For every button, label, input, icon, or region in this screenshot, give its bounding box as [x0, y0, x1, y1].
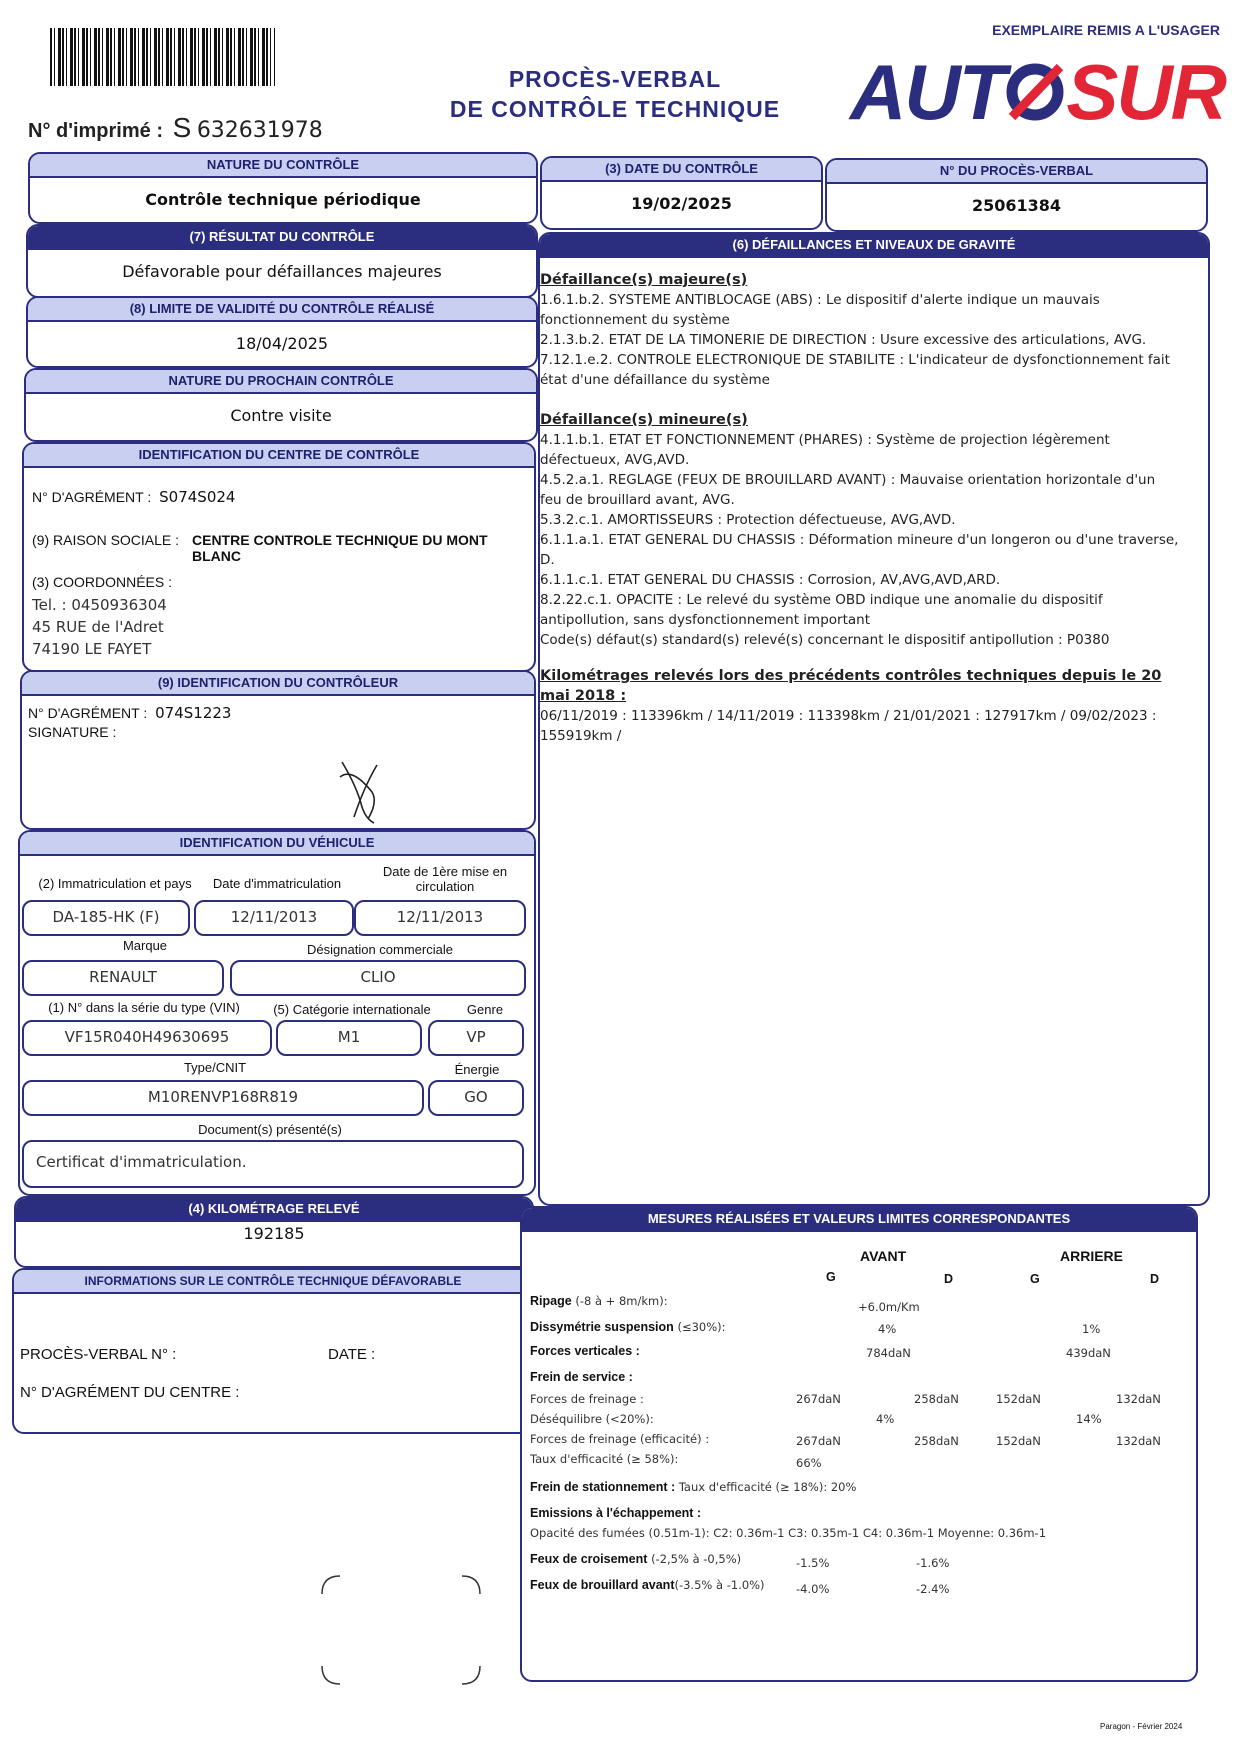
centre-addr2: 74190 LE FAYET [32, 640, 152, 658]
deseq-ar: 14% [1076, 1412, 1102, 1426]
taux-value: 66% [796, 1456, 822, 1470]
centre-raison-label: (9) RAISON SOCIALE : [32, 532, 180, 548]
freinage-label: Forces de freinage : [530, 1392, 644, 1406]
type-label: Type/CNIT [183, 1060, 247, 1075]
mineure-item: Code(s) défaut(s) standard(s) relevé(s) concernant le dispositif antipollution : P0380 [540, 632, 1110, 648]
mineure-item: 5.3.2.c.1. AMORTISSEURS : Protection défectueuse, AVG,AVD. [540, 512, 956, 528]
avant-header: AVANT [860, 1248, 907, 1264]
croisement-g: -1.5% [796, 1556, 830, 1570]
dissym-av: 4% [878, 1322, 897, 1336]
brouillard-g: -4.0% [796, 1582, 830, 1596]
categorie-label: (5) Catégorie internationale [273, 1002, 431, 1017]
majeure-item: 7.12.1.e.2. CONTROLE ELECTRONIQUE DE STABILITE : L'indicateur de dysfonctionnement fait état d'une défaillance du système [540, 352, 1170, 388]
categorie-value: M1 [276, 1020, 422, 1056]
dissym-label: Dissymétrie suspension [530, 1320, 674, 1334]
stat-label: Frein de stationnement : [530, 1480, 676, 1494]
title-line2: DE CONTRÔLE TECHNIQUE [449, 96, 781, 122]
mineures-title: Défaillance(s) mineure(s) [540, 412, 748, 428]
freinage-arg: 152daN [996, 1392, 1041, 1406]
date-head: (3) DATE DU CONTRÔLE [542, 158, 821, 182]
title-line1: PROCÈS-VERBAL [508, 66, 722, 92]
croisement-row [530, 1552, 741, 1566]
nature-box [28, 152, 538, 224]
centre-tel: Tel. : 0450936304 [32, 596, 167, 614]
footer-note: Paragon - Février 2024 [1100, 1722, 1183, 1731]
stat-value: Taux d'efficacité (≥ 18%): 20% [678, 1480, 857, 1494]
resultat-box [26, 224, 538, 298]
majeure-item: 1.6.1.b.2. SYSTEME ANTIBLOCAGE (ABS) : Le dispositif d'alerte indique un mauvais fonctionnement du système [540, 292, 1100, 328]
controleur-agrement-value: 074S1223 [155, 704, 232, 722]
brouillard-d: -2.4% [916, 1582, 950, 1596]
ripage-value: +6.0m/Km [858, 1300, 920, 1314]
vehicule-box [18, 830, 536, 1196]
genre-label: Genre [466, 1002, 504, 1017]
mesures-head: MESURES RÉALISÉES ET VALEURS LIMITES CORRESPONDANTES [522, 1208, 1196, 1232]
pv-value: 25061384 [971, 196, 1062, 215]
imprime-letter: S [172, 112, 192, 143]
freinage-avg: 267daN [796, 1392, 841, 1406]
ripage-row [530, 1294, 668, 1308]
nature-value: Contrôle technique périodique [145, 190, 421, 209]
date-immat-label: Date d'immatriculation [212, 876, 342, 891]
eff-label: Forces de freinage (efficacité) : [530, 1432, 710, 1446]
avant-g: G [826, 1270, 836, 1284]
frein-service-label: Frein de service : [530, 1370, 633, 1384]
resultat-head: (7) RÉSULTAT DU CONTRÔLE [28, 226, 536, 250]
designation-label: Désignation commerciale [307, 942, 453, 957]
vin-value: VF15R040H49630695 [22, 1020, 272, 1056]
croisement-limit: (-2,5% à -0,5%) [651, 1552, 742, 1566]
defavorable-agrement-label: N° D'AGRÉMENT DU CENTRE : [20, 1384, 240, 1401]
taux-label: Taux d'efficacité (≥ 58%): [530, 1452, 679, 1466]
copy-notice: EXEMPLAIRE REMIS A L'USAGER [992, 22, 1220, 38]
vehicule-head: IDENTIFICATION DU VÉHICULE [20, 832, 534, 856]
mineure-item: 6.1.1.c.1. ETAT GENERAL DU CHASSIS : Corrosion, AV,AVG,AVD,ARD. [540, 572, 1001, 588]
majeure-item: 2.1.3.b.2. ETAT DE LA TIMONERIE DE DIRECTION : Usure excessive des articulations, AVG. [540, 332, 1147, 348]
immat-label: (2) Immatriculation et pays [38, 876, 192, 891]
prochain-head: NATURE DU PROCHAIN CONTRÔLE [26, 370, 536, 394]
autosur-logo [850, 48, 1225, 136]
deseq-av: 4% [876, 1412, 895, 1426]
defavorable-pv-label: PROCÈS-VERBAL N° : [20, 1346, 177, 1363]
signature-label: SIGNATURE : [28, 724, 117, 740]
window-frame-mark [316, 1570, 486, 1690]
brouillard-label: Feux de brouillard avant [530, 1578, 675, 1592]
centre-agrement-value: S074S024 [159, 488, 236, 506]
imprime-label: N° d'imprimé : [28, 120, 163, 142]
barcode [50, 28, 275, 86]
centre-agrement [32, 488, 235, 506]
ripage-limit: (-8 à + 8m/km): [575, 1294, 668, 1308]
docs-value: Certificat d'immatriculation. [22, 1140, 524, 1188]
arriere-d: D [1150, 1272, 1160, 1286]
premiere-value: 12/11/2013 [354, 900, 526, 936]
pv-head: N° DU PROCÈS-VERBAL [827, 160, 1206, 184]
date-box [540, 156, 823, 230]
arriere-header: ARRIERE [1060, 1248, 1124, 1264]
date-value: 19/02/2025 [631, 194, 732, 213]
nature-head: NATURE DU CONTRÔLE [30, 154, 536, 178]
energie-label: Énergie [454, 1062, 500, 1077]
controleur-agrement [28, 704, 231, 722]
defavorable-box [12, 1268, 534, 1434]
prochain-box [24, 368, 538, 442]
controleur-box [20, 670, 536, 830]
dissym-limit: (≤30%): [677, 1320, 726, 1334]
centre-addr1: 45 RUE de l'Adret [32, 618, 164, 636]
imprime-value: 632631978 [196, 118, 323, 143]
mineure-item: 4.5.2.a.1. REGLAGE (FEUX DE BROUILLARD AVANT) : Mauvaise orientation horizontale d'un feu de brouillard avant, AVG. [540, 472, 1156, 508]
energie-value: GO [428, 1080, 524, 1116]
croisement-label: Feux de croisement [530, 1552, 648, 1566]
genre-value: VP [428, 1020, 524, 1056]
immat-value: DA-185-HK (F) [22, 900, 190, 936]
vin-label: (1) N° dans la série du type (VIN) [48, 1000, 240, 1015]
limite-value: 18/04/2025 [235, 334, 329, 353]
croisement-d: -1.6% [916, 1556, 950, 1570]
kilometrage-head: (4) KILOMÉTRAGE RELEVÉ [16, 1198, 532, 1222]
opacite-value: Opacité des fumées (0.51m-1): C2: 0.36m-1 C3: 0.35m-1 C4: 0.36m-1 Moyenne: 0.36m-1 [530, 1526, 1047, 1540]
mineure-item: 8.2.22.c.1. OPACITE : Le relevé du système OBD indique une anomalie du dispositif antipollution, sans dysfonctionnement important [540, 592, 1103, 628]
kilometrage-box [14, 1196, 534, 1268]
freinage-ard: 132daN [1116, 1392, 1161, 1406]
dissym-row [530, 1320, 726, 1334]
logo-o-icon [1002, 61, 1068, 123]
resultat-value: Défavorable pour défaillances majeures [122, 262, 442, 281]
eff-avd: 258daN [914, 1434, 959, 1448]
brouillard-limit: (-3.5% à -1.0%) [674, 1578, 765, 1592]
forces-label: Forces verticales : [530, 1344, 640, 1358]
forces-ar: 439daN [1066, 1346, 1111, 1360]
deseq-label: Déséquilibre (<20%): [530, 1412, 654, 1426]
imprime-number [28, 112, 323, 144]
mineure-item: 6.1.1.a.1. ETAT GENERAL DU CHASSIS : Déformation mineure d'un longeron ou d'une traverse, D. [540, 532, 1179, 568]
ripage-label: Ripage [530, 1294, 572, 1308]
logo-part2: SUR [1066, 48, 1225, 136]
defavorable-head: INFORMATIONS SUR LE CONTRÔLE TECHNIQUE DÉFAVORABLE [14, 1270, 532, 1294]
pv-box [825, 158, 1208, 232]
centre-raison-value: CENTRE CONTROLE TECHNIQUE DU MONT BLANC [192, 532, 488, 564]
type-value: M10RENVP168R819 [22, 1080, 424, 1116]
defavorable-date-label: DATE : [328, 1346, 376, 1363]
logo-part1: AUT [850, 48, 1005, 136]
limite-head: (8) LIMITE DE VALIDITÉ DU CONTRÔLE RÉALISÉ [28, 298, 536, 322]
km-history-title: Kilométrages relevés lors des précédents contrôles techniques depuis le 20 mai 2018 : [540, 668, 1162, 704]
premiere-label: Date de 1ère mise en circulation [382, 864, 508, 894]
signature-mark [332, 757, 392, 827]
defaillances-head: (6) DÉFAILLANCES ET NIVEAUX DE GRAVITÉ [540, 234, 1208, 258]
majeures-title: Défaillance(s) majeure(s) [540, 272, 748, 288]
designation-value: CLIO [230, 960, 526, 996]
km-history: 06/11/2019 : 113396km / 14/11/2019 : 113398km / 21/01/2021 : 127917km / 09/02/2023 : 155919km / [540, 708, 1157, 744]
prochain-value: Contre visite [230, 406, 332, 425]
eff-arg: 152daN [996, 1434, 1041, 1448]
brouillard-row [530, 1578, 765, 1592]
mineure-item: 4.1.1.b.1. ETAT ET FONCTIONNEMENT (PHARES) : Système de projection légèrement défectueux, AVG,AVD. [540, 432, 1110, 468]
limite-box [26, 296, 538, 368]
marque-value: RENAULT [22, 960, 224, 996]
dissym-ar: 1% [1082, 1322, 1101, 1336]
centre-coordonnees [32, 594, 167, 660]
emissions-label: Emissions à l'échappement : [530, 1506, 702, 1520]
avant-d: D [944, 1272, 954, 1286]
eff-avg: 267daN [796, 1434, 841, 1448]
centre-agrement-label: N° D'AGRÉMENT : [32, 489, 152, 505]
eff-ard: 132daN [1116, 1434, 1161, 1448]
document-title [430, 64, 800, 124]
stat-row [530, 1480, 856, 1494]
kilometrage-value: 192185 [243, 1224, 305, 1243]
forces-av: 784daN [866, 1346, 911, 1360]
centre-head: IDENTIFICATION DU CENTRE DE CONTRÔLE [24, 444, 534, 468]
centre-box [22, 442, 536, 672]
date-immat-value: 12/11/2013 [194, 900, 354, 936]
defaillances-content [540, 270, 1180, 746]
controleur-agrement-label: N° D'AGRÉMENT : [28, 705, 148, 721]
docs-label: Document(s) présenté(s) [198, 1122, 342, 1137]
freinage-avd: 258daN [914, 1392, 959, 1406]
centre-coord-label: (3) COORDONNÉES : [32, 574, 173, 590]
controleur-head: (9) IDENTIFICATION DU CONTRÔLEUR [22, 672, 534, 696]
arriere-g: G [1030, 1272, 1040, 1286]
marque-label: Marque [122, 938, 168, 953]
